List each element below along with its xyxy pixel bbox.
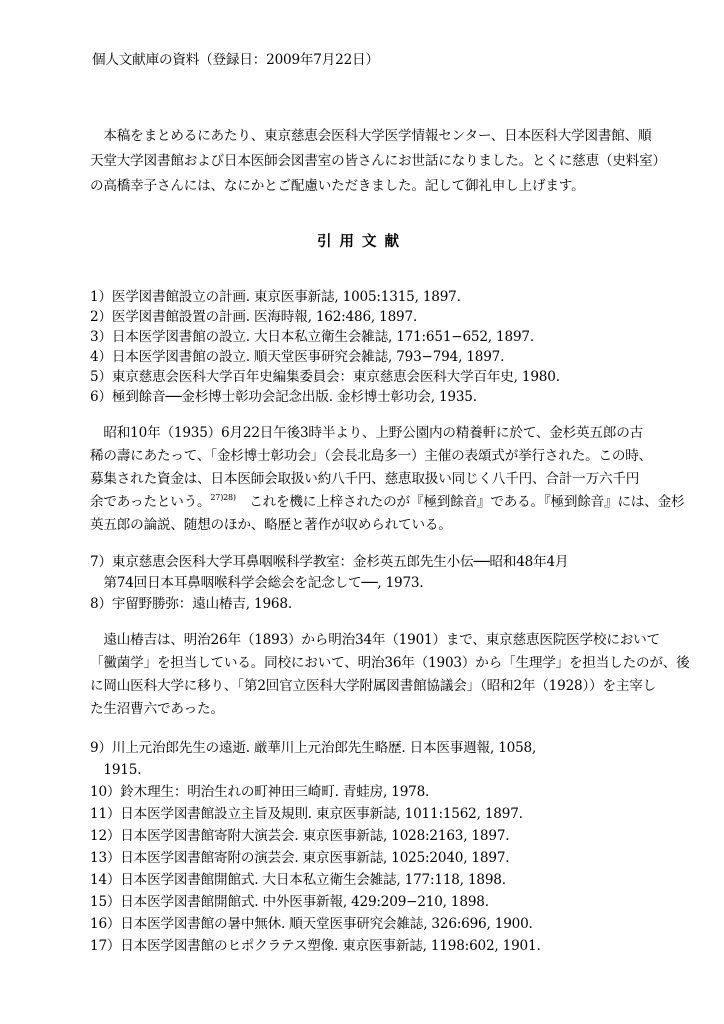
reference-item: 2）医学図書館設置の計画. 医海時報, 162:486, 1897.: [90, 309, 418, 325]
note-paragraph-line: 「黴菌学」を担当している。同校において、明治36年（1903）から「生理学」を担当したのが、後: [90, 655, 690, 671]
reference-item: 16）日本医学図書館の暑中無休. 順天堂医事研究会雑誌, 326:696, 1900.: [90, 916, 533, 932]
note-paragraph-line: [90, 492, 684, 512]
acknowledgement-line: 本稿をまとめるにあたり、東京慈恵会医科大学医学情報センター、日本医科大学図書館、順: [90, 128, 652, 144]
acknowledgement-line: 天堂大学図書館および日本医師会図書室の皆さんにお世話になりました。とくに慈恵（史料室）: [90, 153, 666, 169]
note-paragraph-line: 遠山椿吉は、明治26年（1893）から明治34年（1901）まで、東京慈恵医院医学校において: [90, 632, 660, 648]
reference-item: 1915.: [90, 762, 142, 778]
note-paragraph-line: 昭和10年（1935）6月22日午後3時半より、上野公園内の精養軒に於て、金杉英五郎の古: [90, 425, 643, 441]
note-paragraph-line: 募集された資金は、日本医師会取扱い約八千円、慈恵取扱い同じく八千円、合計一万六千円: [90, 471, 640, 487]
reference-item: 11）日本医学図書館設立主旨及規則. 東京医事新誌, 1011:1562, 1897.: [90, 806, 523, 822]
citation-superscript: 27)28): [210, 493, 236, 502]
reference-item: 9）川上元治郎先生の遠逝. 厳華川上元治郎先生略歴. 日本医事週報, 1058,: [90, 740, 537, 756]
reference-item: 12）日本医学図書館寄附大演芸会. 東京医事新誌, 1028:2163, 1897.: [90, 828, 510, 844]
reference-item: 第74回日本耳鼻咽喉科学会総会を記念して──, 1973.: [90, 575, 424, 591]
page-header: 個人文献庫の資料（登録日：2009年7月22日）: [92, 52, 379, 68]
reference-item: 13）日本医学図書館寄附の演芸会. 東京医事新誌, 1025:2040, 1897.: [90, 850, 510, 866]
reference-item: 15）日本医学図書館開館式. 中外医事新報, 429:209−210, 1898.: [90, 894, 489, 910]
note-text: これを機に上梓されたのが『極到餘音』である。『極到餘音』には、金杉: [235, 494, 685, 510]
reference-item: 8）宇留野勝弥：遠山椿吉, 1968.: [90, 596, 292, 612]
note-paragraph-line: に岡山医科大学に移り、「第2回官立医科大学附属図書館協議会」（昭和2年（1928））を主宰し: [90, 678, 657, 694]
reference-item: 14）日本医学図書館開館式. 大日本私立衛生会雑誌, 177:118, 1898.: [90, 872, 506, 888]
reference-item: 10）鈴木理生：明治生れの町神田三崎町. 青蛙房, 1978.: [90, 784, 430, 800]
reference-item: 1）医学図書館設立の計画. 東京医事新誌, 1005:1315, 1897.: [90, 289, 461, 305]
reference-item: 17）日本医学図書館のヒポクラテス塑像. 東京医事新誌, 1198:602, 1901.: [90, 938, 541, 954]
reference-item: 3）日本医学図書館の設立. 大日本私立衛生会雑誌, 171:651−652, 1897.: [90, 329, 534, 345]
reference-item: 6）極到餘音──金杉博士彰功会記念出版. 金杉博士彰功会, 1935.: [90, 389, 477, 405]
note-text: 余であったという。: [90, 494, 211, 510]
reference-item: 7）東京慈恵会医科大学耳鼻咽喉科学教室：金杉英五郎先生小伝──昭和48年4月: [90, 554, 569, 570]
references-heading: 引用文献: [317, 233, 407, 250]
note-paragraph-line: 稀の壽にあたって、「金杉博士彰功会」（会長北島多一）主催の表頌式が挙行された。この時、: [90, 448, 653, 464]
note-paragraph-line: 英五郎の論説、随想のほか、略歴と著作が収められている。: [90, 517, 452, 533]
acknowledgement-line: の高橋幸子さんには、なにかとご配慮いただきました。記して御礼申し上げます。: [90, 178, 585, 194]
reference-item: 5）東京慈恵会医科大学百年史編集委員会：東京慈恵会医科大学百年史, 1980.: [90, 369, 560, 385]
reference-item: 4）日本医学図書館の設立. 順天堂医事研究会雑誌, 793−794, 1897.: [90, 349, 505, 365]
note-paragraph-line: た生沼曹六であった。: [90, 701, 224, 717]
